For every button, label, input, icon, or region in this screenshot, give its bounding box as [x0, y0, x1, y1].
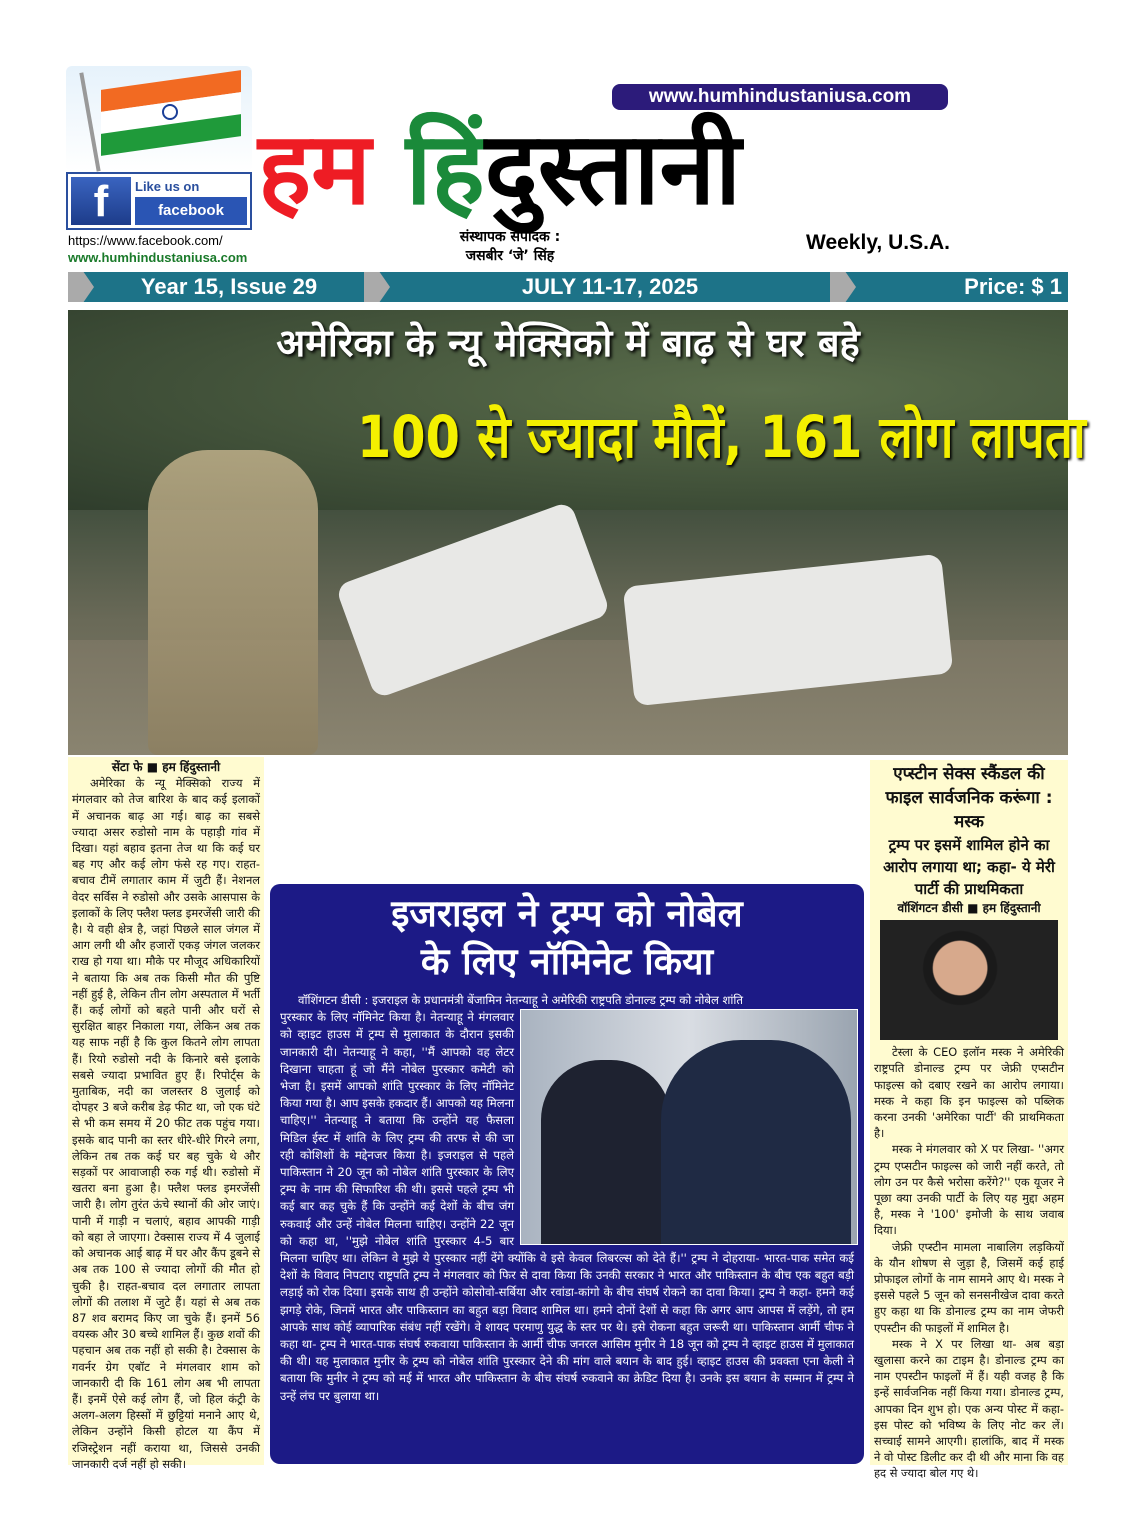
musk-paragraph: मस्क ने मंगलवार को X पर लिखा- ''अगर ट्रम्प एप्सटीन फाइल्स को जारी नहीं करते, तो लोग उन पर कैसे भरोसा करेंगे?'' एक यूजर ने पूछा क्या उनकी पार्टी के लिए यह मुद्दा अहम है, मस्क ने '100' इमोजी के साथ जवाब दिया।: [874, 1142, 1064, 1238]
site-url[interactable]: www.humhindustaniusa.com: [68, 250, 248, 265]
musk-byline: वॉशिंगटन डीसी ■ हम हिंदुस्तानी: [897, 901, 1041, 915]
lead-body: अमेरिका के न्यू मेक्सिको राज्य में मंगलवार को तेज बारिश के बाद कई इलाकों में अचानक बाढ़ आ गई। बाढ़ का सबसे ज्यादा असर रुडोसो नाम के पहाड़ी गांव में दिखा। यहां बहाव इतना तेज था कि कई घर बह गए और कई लोग फंसे रह गए। राहत-बचाव टीमें लगातार काम में जुटी हैं। नेशनल वेदर सर्विस ने रुडोसो और उसके आसपास के इलाकों के लिए फ्लैश फ्लड इमरजेंसी जारी की है। ये वही क्षेत्र है, जहां पिछले साल जंगल में आग लगी थी और हजारों एकड़ जंगल जलकर राख हो गया था। मौके पर मौजूद अधिकारियों ने बताया कि अब तक किसी मौत की पुष्टि नहीं हुई है, लेकिन तीन लोग अस्पताल में भर्ती हैं। कई लोगों को बहते पानी और घरों से सुरक्षित बाहर निकाला गया, लेकिन अब तक यह साफ नहीं है कि कुल कितने लोग लापता हैं। रियो रुडोसो नदी के किनारे बसे इलाके सबसे ज्यादा प्रभावित हुए हैं। रिपोर्ट्स के मुताबिक, नदी का जलस्तर 8 जुलाई को दोपहर 3 बजे करीब डेढ़ फीट था, जो एक घंटे से भी कम समय में 20 फीट तक पहुंच गया। इसके बाद पानी का स्तर धीरे-धीरे गिरने लगा, लेकिन तब तक कई घर बह चुके थे और सड़कों पर आवाजाही रुक गई थी। रुडोसो में खतरा बना हुआ है। फ्लैश फ्लड इमरजेंसी जारी है। लोग तुरंत ऊंचे स्थानों की ओर जाएं। पानी में गाड़ी न चलाएं, बहाव आपकी गाड़ी को बहा ले जाएगा। टेक्सास राज्य में 4 जुलाई को अचानक आई बाढ़ में घर और कैंप डूबने से अब तक 100 से ज्यादा लोगों की मौत हो चुकी है। राहत-बचाव दल लगातार लापता लोगों की तलाश में जुटे हैं। यहां से अब तक 87 शव बरामद किए जा चुके हैं। इनमें 56 वयस्क और 30 बच्चे शामिल हैं। कुछ शवों की पहचान अब तक नहीं हो सकी है। टेक्सास के गवर्नर ग्रेग एबॉट ने मंगलवार शाम को जानकारी दी कि 161 लोग अब भी लापता हैं। इनमें ऐसे कई लोग हैं, जो हिल कंट्री के अलग-अलग हिस्सों में छुट्टियां मनाने आए थे, लेकिन उन्होंने किसी होटल या कैंप में रजिस्ट्रेशन नहीं कराया था, जिससे उनकी जानकारी दर्ज नहीं हो सकी।: [72, 776, 260, 1471]
lead-headline: अमेरिका के न्यू मेक्सिको में बाढ़ से घर बहे: [276, 321, 860, 365]
netanyahu-trump-photo: [520, 1009, 858, 1245]
nobel-body: पुरस्कार के लिए नॉमिनेट किया है। नेतन्याहू ने मंगलवार को व्हाइट हाउस में ट्रम्प से मुलाकात के दौरान इसकी जानकारी दी। नेतन्याहू ने कहा, ''मैं आपको वह लेटर दिखाना चाहता हूं जो मैंने नोबेल पुरस्कार कमेटी को भेजा है। इसमें आपको शांति पुरस्कार के लिए नॉमिनेट किया गया है। आप इसके हकदार हैं। आपको यह मिलना चाहिए।'' नेतन्याहू ने बताया कि उन्होंने यह फैसला मिडिल ईस्ट में शांति के लिए ट्रम्प की तरफ से की जा रही कोशिशों के मद्देनजर किया है। इजराइल से पहले पाकिस्तान ने 20 जून को नोबेल शांति पुरस्कार के लिए ट्रम्प के नाम की सिफारिश की थी। इससे पहले ट्रम्प भी कई बार कह चुके हैं कि उन्होंने कई देशों के बीच जंग रुकवाई और उन्हें नोबेल मिलना चाहिए। उन्होंने 22 जून को कहा था, ''मुझे नोबेल शांति पुरस्कार 4-5 बार मिलना चाहिए था। लेकिन वे मुझे ये पुरस्कार नहीं देंगे क्योंकि वे इसे केवल लिबरल्स को देते हैं।'' ट्रम्प ने दोहराया- भारत-पाक समेत कई देशों के विवाद निपटाए राष्ट्रपति ट्रम्प ने मंगलवार को फिर से दावा किया कि उनकी सरकार ने भारत और पाकिस्तान के बीच एक बहुत बड़ी लड़ाई को रोक दिया। इसके साथ ही उन्होंने कोसोवो-सर्बिया और रवांडा-कांगो के बीच संघर्ष रोकने का दावा किया। ट्रम्प ने कहा- हमने कई झगड़े रोके, जिनमें भारत और पाकिस्तान का बहुत बड़ा विवाद शामिल था। हमने दोनों देशों से कहा कि अगर आप आपस में लड़ेंगे, तो हम आपके साथ कोई व्यापारिक संबंध नहीं रखेंगे। वे शायद परमाणु युद्ध के स्तर पर थे। इसे रोकना बहुत जरूरी था। पाकिस्तान आर्मी चीफ ने कहा था- ट्रम्प ने भारत-पाक संघर्ष रुकवाया पाकिस्तान के आर्मी चीफ जनरल आसिम मुनीर ने 18 जून को ट्रम्प ने व्हाइट हाउस में मुलाकात की थी। यह मुलाकात मुनीर के ट्रम्प को नोबेल शांति पुरस्कार देने की मांग वाले बयान के बाद हुई। व्हाइट हाउस की प्रवक्ता एना केली ने बताया कि मुनीर ने ट्रम्प को मई में भारत और पाकिस्तान के बीच संघर्ष रुकवाने का क्रेडिट दिया है। उनके इस बयान के सम्मान में ट्रम्प ने उन्हें लंच पर बुलाया था।: [280, 1010, 854, 1403]
issue-number: Year 15, Issue 29: [140, 274, 318, 299]
flood-photo: [68, 310, 1086, 755]
founder-editor: [412, 228, 608, 266]
trump-figure: [661, 1040, 851, 1245]
weekly-label: Weekly, U.S.A.: [806, 231, 950, 254]
flag-pole: [79, 72, 100, 171]
lead-story-column: [68, 757, 264, 1471]
nobel-headline-line: के लिए नॉमिनेट किया: [420, 940, 714, 983]
nobel-intro: वॉशिंगटन डीसी : इजराइल के प्रधानमंत्री बेंजामिन नेतन्याहू ने अमेरिकी राष्ट्रपति डोनाल्ड ट्रम्प को नोबेल शांति: [298, 993, 743, 1007]
musk-paragraph: टेस्ला के CEO इलॉन मस्क ने अमेरिकी राष्ट्रपति डोनाल्ड ट्रम्प पर जेफ्री एप्सटीन फाइल्स को दबाए रखने का आरोप लगाया। मस्क ने कहा कि इन फाइल्स को पब्लिक करना उनकी 'अमेरिका पार्टी' की प्राथमिकता है।: [874, 1045, 1064, 1141]
masthead-dustani: दुस्तानी: [484, 110, 742, 227]
musk-headline: एप्स्टीन सेक्स स्कैंडल की फाइल सार्वजनिक करूंगा : मस्क: [885, 764, 1053, 832]
musk-story-column: [870, 760, 1068, 1481]
masthead: [258, 110, 742, 227]
like-us-label: Like us on: [135, 179, 200, 194]
facebook-url[interactable]: https://www.facebook.com/: [68, 233, 223, 248]
lead-subheadline: 100 से ज्यादा मौतें, 161 लोग लापता: [357, 403, 1086, 471]
price: Price: $ 1: [964, 274, 1062, 299]
facebook-icon: f: [71, 177, 131, 225]
nobel-story-box: [270, 884, 864, 1464]
chevron-icon: [68, 272, 94, 302]
nobel-headline: [280, 890, 854, 986]
website-banner[interactable]: www.humhindustaniusa.com: [612, 84, 948, 110]
rescuer-figure: [148, 450, 318, 755]
facebook-like-button[interactable]: [66, 172, 252, 230]
musk-subheadline: ट्रम्प पर इसमें शामिल होने का आरोप लगाया था; कहा- ये मेरी पार्टी की प्राथमिकता: [883, 836, 1055, 898]
issue-date: JULY 11-17, 2025: [521, 274, 699, 299]
chakra-icon: [162, 104, 178, 120]
musk-photo: [880, 920, 1058, 1040]
musk-paragraph: मस्क ने X पर लिखा था- अब बड़ा खुलासा करने का टाइम है। डोनाल्ड ट्रम्प का नाम एपस्टीन फाइलों में हैं। यही वजह है कि इन्हें सार्वजनिक नहीं किया गया। डोनाल्ड ट्रम्प, आपका दिन शुभ हो। एक अन्य पोस्ट में कहा- इस पोस्ट को भविष्य के लिए नोट कर लें। सच्चाई सामने आएगी। हालांकि, बाद में मस्क ने वो पोस्ट डिलीट कर दी थी और माना कि वह हद से ज्यादा बोल गए थे।: [874, 1336, 1064, 1481]
nobel-headline-line: इजराइल ने ट्रम्प को नोबेल: [391, 892, 743, 935]
netanyahu-figure: [541, 1060, 671, 1245]
masthead-hin: हिं: [405, 110, 485, 227]
editor-title: संस्थापक संपादक :: [459, 229, 561, 245]
masthead-hum: हम: [258, 110, 371, 227]
lead-byline: सेंटा फे ■ हम हिंदुस्तानी: [111, 760, 221, 774]
editor-name: जसबीर ‘जे’ सिंह: [465, 248, 555, 264]
facebook-wordmark: facebook: [135, 197, 247, 225]
chevron-icon: [830, 272, 856, 302]
chevron-icon: [364, 272, 390, 302]
issue-bar: [68, 272, 1068, 302]
indian-flag-logo: [66, 66, 252, 172]
musk-paragraph: जेफ्री एप्स्टीन मामला नाबालिग लड़कियों के यौन शोषण से जुड़ा है, जिसमें कई हाई प्रोफाइल लोगों के नाम सामने आए थे। मस्क ने इससे पहले 5 जून को सनसनीखेज दावा करते हुए कहा था कि डोनाल्ड ट्रम्प का नाम जेफरी एपस्टीन की फाइलों में शामिल है।: [874, 1239, 1064, 1335]
